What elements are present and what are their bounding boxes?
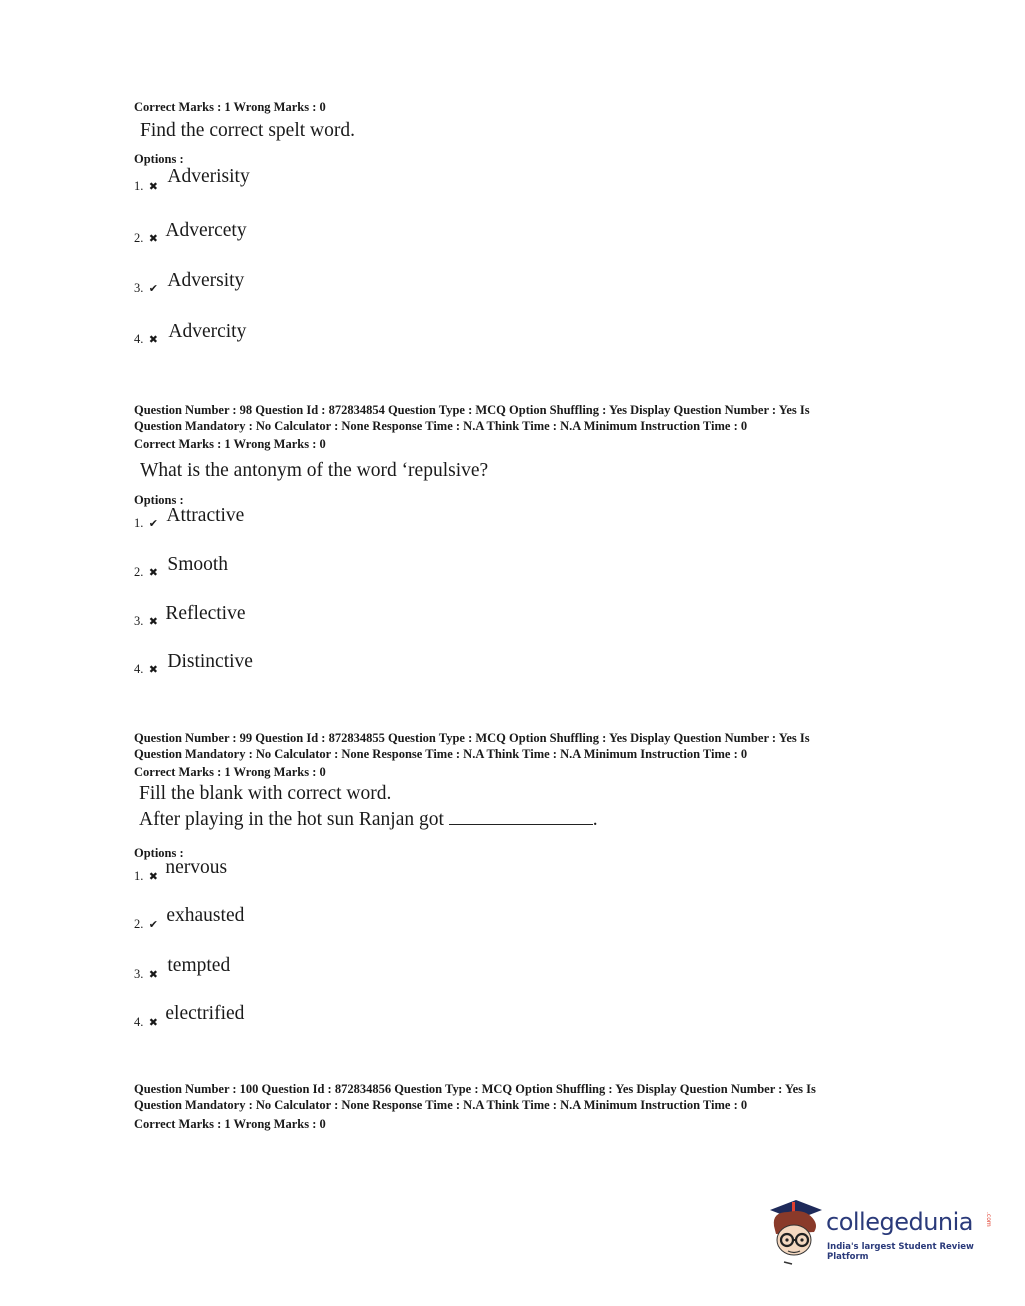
- logo-tagline: India's largest Student Review Platform: [827, 1242, 974, 1262]
- q100-meta-line2: Question Mandatory : No Calculator : None Response Time : N.A Think Time : N.A Minimum Instruction Time : 0: [134, 1098, 748, 1112]
- cross-icon: ✖: [148, 969, 158, 981]
- option-text: Advercety: [165, 220, 247, 241]
- q99-option-2: [134, 905, 245, 934]
- q98-question: What is the antonym of the word ‘repulsive?: [140, 460, 489, 481]
- option-number: 1.: [134, 179, 144, 193]
- checkmark-icon: ✔: [148, 919, 158, 931]
- cross-icon: ✖: [148, 664, 158, 676]
- collegedunia-logo: [766, 1196, 996, 1266]
- answer-blank: [449, 806, 593, 825]
- q98-meta-line2: Question Mandatory : No Calculator : None Response Time : N.A Think Time : N.A Minimum Instruction Time : 0: [134, 419, 748, 433]
- option-number: 2.: [134, 917, 144, 931]
- option-number: 3.: [134, 967, 144, 981]
- cross-icon: ✖: [148, 567, 158, 579]
- q99-question-line2: [139, 806, 598, 832]
- cross-icon: ✖: [148, 233, 158, 245]
- cross-icon: ✖: [148, 181, 158, 193]
- logo-dotcom: .com: [985, 1212, 992, 1227]
- q99-option-1: [134, 857, 228, 886]
- option-number: 4.: [134, 662, 144, 676]
- logo-wordmark: collegedunia: [826, 1208, 974, 1236]
- q97-options-label: Options :: [134, 152, 184, 166]
- question-text: After playing in the hot sun Ranjan got: [139, 809, 444, 830]
- option-text: Reflective: [165, 603, 246, 624]
- cross-icon: ✖: [148, 334, 158, 346]
- q100-meta-line1: Question Number : 100 Question Id : 872834856 Question Type : MCQ Option Shuffling : Yes Display Question Number : Yes Is: [134, 1082, 816, 1096]
- q99-meta-line1: Question Number : 99 Question Id : 872834855 Question Type : MCQ Option Shuffling : Yes Display Question Number : Yes Is: [134, 731, 810, 745]
- option-number: 3.: [134, 281, 144, 295]
- q99-question-line1: Fill the blank with correct word.: [139, 783, 392, 804]
- checkmark-icon: ✔: [148, 283, 158, 295]
- option-text: Adversity: [167, 270, 245, 291]
- q99-options-label: Options :: [134, 846, 184, 860]
- q97-option-3: [134, 270, 245, 298]
- option-number: 3.: [134, 614, 144, 628]
- option-text: nervous: [165, 857, 228, 878]
- option-number: 1.: [134, 869, 144, 883]
- q97-option-1: [134, 166, 250, 196]
- q98-option-2: [134, 554, 229, 582]
- q98-option-4: [134, 651, 253, 679]
- option-text: Smooth: [167, 554, 229, 575]
- option-text: Adverisity: [167, 166, 250, 187]
- q97-option-2: [134, 220, 247, 248]
- q97-marks: Correct Marks : 1 Wrong Marks : 0: [134, 100, 326, 114]
- option-number: 2.: [134, 565, 144, 579]
- option-number: 4.: [134, 332, 144, 346]
- q97-question: Find the correct spelt word.: [140, 120, 355, 141]
- option-text: Attractive: [166, 505, 245, 526]
- option-number: 1.: [134, 516, 144, 530]
- q98-meta-line1: Question Number : 98 Question Id : 872834854 Question Type : MCQ Option Shuffling : Yes Display Question Number : Yes Is: [134, 403, 810, 417]
- option-number: 4.: [134, 1015, 144, 1029]
- q97-option-4: [134, 321, 247, 349]
- cross-icon: ✖: [148, 1017, 158, 1029]
- option-text: Advercity: [168, 321, 247, 342]
- question-end: .: [592, 809, 598, 830]
- q99-option-4: [134, 1003, 245, 1032]
- cross-icon: ✖: [148, 871, 158, 883]
- option-text: Distinctive: [167, 651, 253, 672]
- student-mascot-icon: [766, 1196, 826, 1266]
- option-text: exhausted: [166, 905, 245, 926]
- q98-option-3: [134, 603, 246, 631]
- option-text: tempted: [167, 955, 231, 976]
- q98-options-label: Options :: [134, 493, 184, 507]
- option-number: 2.: [134, 231, 144, 245]
- q99-option-3: [134, 955, 231, 984]
- q98-marks: Correct Marks : 1 Wrong Marks : 0: [134, 437, 326, 451]
- q98-option-1: [134, 505, 245, 533]
- q99-marks: Correct Marks : 1 Wrong Marks : 0: [134, 765, 326, 779]
- checkmark-icon: ✔: [148, 518, 158, 530]
- q99-meta-line2: Question Mandatory : No Calculator : None Response Time : N.A Think Time : N.A Minimum Instruction Time : 0: [134, 747, 748, 761]
- q100-marks: Correct Marks : 1 Wrong Marks : 0: [134, 1117, 326, 1131]
- option-text: electrified: [165, 1003, 245, 1024]
- cross-icon: ✖: [148, 616, 158, 628]
